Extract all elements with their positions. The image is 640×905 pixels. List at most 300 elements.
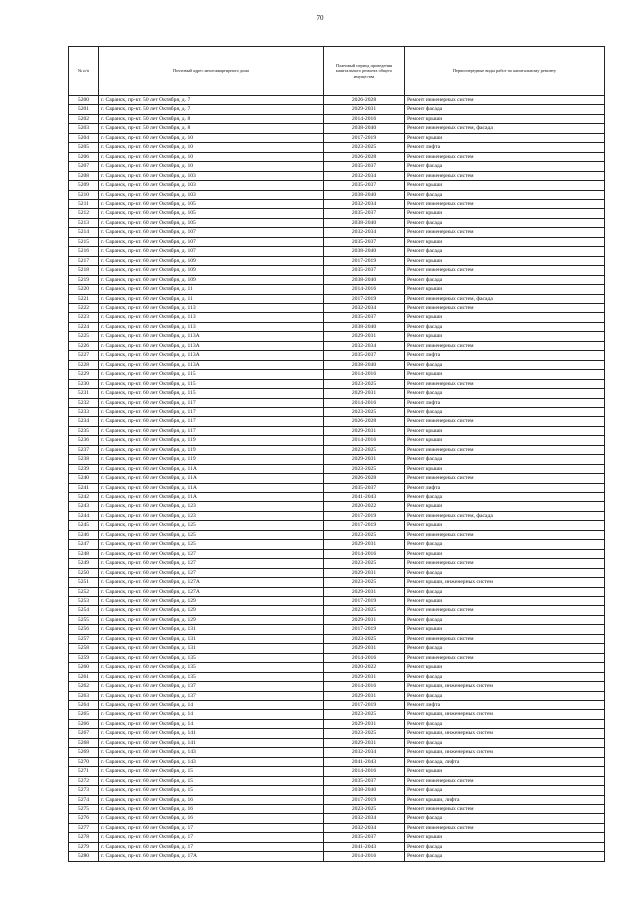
- row-address: г. Саранск, пр-кт. 60 лет Октября, д. 11А: [99, 474, 324, 483]
- table-row: [69, 247, 605, 256]
- table-row: [69, 275, 605, 284]
- row-period: 2017-2019: [324, 521, 405, 530]
- row-number: 5274: [69, 795, 99, 804]
- row-number: 5264: [69, 701, 99, 710]
- row-works: Ремонт фасада: [405, 540, 605, 549]
- row-works: Ремонт инженерных систем: [405, 171, 605, 180]
- table-row: [69, 701, 605, 710]
- row-number: 5226: [69, 341, 99, 350]
- row-number: 5204: [69, 133, 99, 142]
- row-number: 5276: [69, 814, 99, 823]
- row-works: Ремонт крыши, инженерных систем: [405, 682, 605, 691]
- row-period: 2032-2034: [324, 171, 405, 180]
- row-number: 5256: [69, 625, 99, 634]
- row-works: Ремонт фасада: [405, 786, 605, 795]
- row-period: 2023-2025: [324, 559, 405, 568]
- row-address: г. Саранск, пр-кт. 60 лет Октября, д. 14: [99, 710, 324, 719]
- table-row: [69, 644, 605, 653]
- row-number: 5230: [69, 379, 99, 388]
- table-header-row: [69, 47, 605, 96]
- row-period: 2029-2031: [324, 105, 405, 114]
- row-works: Ремонт крыши: [405, 285, 605, 294]
- table-row: [69, 795, 605, 804]
- row-period: 2017-2019: [324, 511, 405, 520]
- row-period: 2032-2034: [324, 228, 405, 237]
- row-period: 2023-2025: [324, 379, 405, 388]
- table-row: [69, 96, 605, 105]
- row-address: г. Саранск, пр-кт. 60 лет Октября, д. 143: [99, 757, 324, 766]
- row-works: Ремонт крыши: [405, 767, 605, 776]
- table-row: [69, 521, 605, 530]
- row-address: г. Саранск, пр-кт. 60 лет Октября, д. 137: [99, 691, 324, 700]
- row-number: 5224: [69, 322, 99, 331]
- row-address: г. Саранск, пр-кт. 60 лет Октября, д. 105: [99, 218, 324, 227]
- row-period: 2029-2031: [324, 540, 405, 549]
- row-works: Ремонт крыши: [405, 256, 605, 265]
- row-number: 5236: [69, 436, 99, 445]
- row-works: Ремонт лифта: [405, 483, 605, 492]
- row-address: г. Саранск, пр-кт. 60 лет Октября, д. 113: [99, 313, 324, 322]
- row-period: 2023-2025: [324, 143, 405, 152]
- row-address: г. Саранск, пр-кт. 60 лет Октября, д. 117: [99, 407, 324, 416]
- row-address: г. Саранск, пр-кт. 60 лет Октября, д. 11А: [99, 464, 324, 473]
- row-number: 5223: [69, 313, 99, 322]
- table-row: [69, 303, 605, 312]
- row-works: Ремонт крыши: [405, 502, 605, 511]
- row-period: 2035-2037: [324, 237, 405, 246]
- row-address: г. Саранск, пр-кт. 60 лет Октября, д. 14: [99, 719, 324, 728]
- row-works: Ремонт фасада: [405, 105, 605, 114]
- row-works: Ремонт крыши: [405, 209, 605, 218]
- table-row: [69, 483, 605, 492]
- row-number: 5203: [69, 124, 99, 133]
- row-number: 5201: [69, 105, 99, 114]
- table-row: [69, 171, 605, 180]
- row-number: 5249: [69, 559, 99, 568]
- row-number: 5244: [69, 511, 99, 520]
- row-period: 2038-2040: [324, 247, 405, 256]
- row-period: 2023-2025: [324, 530, 405, 539]
- row-address: г. Саранск, пр-кт. 50 лет Октября, д. 7: [99, 96, 324, 105]
- row-address: г. Саранск, пр-кт. 60 лет Октября, д. 17: [99, 842, 324, 851]
- table-row: [69, 691, 605, 700]
- row-works: Ремонт инженерных систем: [405, 776, 605, 785]
- row-number: 5270: [69, 757, 99, 766]
- row-works: Ремонт крыши: [405, 549, 605, 558]
- row-address: г. Саранск, пр-кт. 60 лет Октября, д. 109: [99, 256, 324, 265]
- row-period: 2023-2025: [324, 729, 405, 738]
- row-number: 5246: [69, 530, 99, 539]
- row-works: Ремонт инженерных систем: [405, 804, 605, 813]
- row-address: г. Саранск, пр-кт. 60 лет Октября, д. 17: [99, 833, 324, 842]
- table-row: [69, 833, 605, 842]
- row-period: 2026-2028: [324, 96, 405, 105]
- row-works: Ремонт фасада: [405, 247, 605, 256]
- table-row: [69, 379, 605, 388]
- row-number: 5205: [69, 143, 99, 152]
- row-works: Ремонт крыши: [405, 833, 605, 842]
- row-works: Ремонт инженерных систем, фасада: [405, 294, 605, 303]
- row-address: г. Саранск, пр-кт. 60 лет Октября, д. 115: [99, 370, 324, 379]
- row-number: 5275: [69, 804, 99, 813]
- row-address: г. Саранск, пр-кт. 50 лет Октября, д. 8: [99, 124, 324, 133]
- row-period: 2035-2037: [324, 266, 405, 275]
- row-works: Ремонт фасада: [405, 360, 605, 369]
- row-number: 5240: [69, 474, 99, 483]
- table-row: [69, 786, 605, 795]
- row-address: г. Саранск, пр-кт. 60 лет Октября, д. 10: [99, 162, 324, 171]
- row-period: 2035-2037: [324, 209, 405, 218]
- row-works: Ремонт инженерных систем: [405, 379, 605, 388]
- table-row: [69, 124, 605, 133]
- row-number: 5229: [69, 370, 99, 379]
- row-number: 5254: [69, 606, 99, 615]
- row-period: 2023-2025: [324, 634, 405, 643]
- row-number: 5233: [69, 407, 99, 416]
- row-address: г. Саранск, пр-кт. 60 лет Октября, д. 15: [99, 776, 324, 785]
- row-works: Ремонт инженерных систем: [405, 606, 605, 615]
- row-works: Ремонт фасада: [405, 719, 605, 728]
- row-period: 2038-2040: [324, 190, 405, 199]
- row-address: г. Саранск, пр-кт. 60 лет Октября, д. 123: [99, 502, 324, 511]
- row-address: г. Саранск, пр-кт. 60 лет Октября, д. 113: [99, 322, 324, 331]
- row-address: г. Саранск, пр-кт. 60 лет Октября, д. 17: [99, 823, 324, 832]
- row-works: Ремонт крыши: [405, 521, 605, 530]
- row-period: 2029-2031: [324, 644, 405, 653]
- row-works: Ремонт крыши: [405, 597, 605, 606]
- table-row: [69, 757, 605, 766]
- row-address: г. Саранск, пр-кт. 60 лет Октября, д. 16: [99, 814, 324, 823]
- row-works: Ремонт инженерных систем: [405, 341, 605, 350]
- table-row: [69, 464, 605, 473]
- row-address: г. Саранск, пр-кт. 60 лет Октября, д. 16: [99, 795, 324, 804]
- row-works: Ремонт фасада: [405, 322, 605, 331]
- table-row: [69, 663, 605, 672]
- table-row: [69, 351, 605, 360]
- row-period: 2023-2025: [324, 804, 405, 813]
- row-number: 5268: [69, 738, 99, 747]
- row-address: г. Саранск, пр-кт. 60 лет Октября, д. 135: [99, 663, 324, 672]
- row-address: г. Саранск, пр-кт. 60 лет Октября, д. 135: [99, 672, 324, 681]
- row-works: Ремонт крыши, лифта: [405, 795, 605, 804]
- row-works: Ремонт фасада: [405, 672, 605, 681]
- row-number: 5259: [69, 653, 99, 662]
- row-number: 5212: [69, 209, 99, 218]
- row-number: 5279: [69, 842, 99, 851]
- table-row: [69, 237, 605, 246]
- table-row: [69, 190, 605, 199]
- row-period: 2017-2019: [324, 256, 405, 265]
- row-works: Ремонт крыши: [405, 181, 605, 190]
- table-row: [69, 568, 605, 577]
- table-row: [69, 105, 605, 114]
- table-row: [69, 615, 605, 624]
- row-address: г. Саранск, пр-кт. 60 лет Октября, д. 107: [99, 247, 324, 256]
- row-works: Ремонт фасада: [405, 852, 605, 861]
- row-address: г. Саранск, пр-кт. 60 лет Октября, д. 129: [99, 606, 324, 615]
- row-number: 5232: [69, 398, 99, 407]
- row-period: 2035-2037: [324, 162, 405, 171]
- row-period: 2029-2031: [324, 455, 405, 464]
- row-period: 2035-2037: [324, 313, 405, 322]
- row-period: 2032-2034: [324, 748, 405, 757]
- row-works: Ремонт инженерных систем, фасада: [405, 511, 605, 520]
- table-row: [69, 398, 605, 407]
- row-address: г. Саранск, пр-кт. 60 лет Октября, д. 105: [99, 209, 324, 218]
- row-number: 5238: [69, 455, 99, 464]
- row-period: 2035-2037: [324, 181, 405, 190]
- table-row: [69, 682, 605, 691]
- row-period: 2017-2019: [324, 795, 405, 804]
- row-address: г. Саранск, пр-кт. 60 лет Октября, д. 113А: [99, 332, 324, 341]
- header-address: Почтовый адрес многоквартирного дома: [99, 47, 324, 96]
- row-works: Ремонт фасада: [405, 644, 605, 653]
- row-address: г. Саранск, пр-кт. 60 лет Октября, д. 141: [99, 729, 324, 738]
- row-works: Ремонт крыши: [405, 370, 605, 379]
- row-period: 2014-2016: [324, 436, 405, 445]
- row-number: 5237: [69, 445, 99, 454]
- row-works: Ремонт инженерных систем: [405, 96, 605, 105]
- row-number: 5215: [69, 237, 99, 246]
- row-works: Ремонт крыши: [405, 436, 605, 445]
- row-period: 2038-2040: [324, 275, 405, 284]
- row-address: г. Саранск, пр-кт. 60 лет Октября, д. 117: [99, 426, 324, 435]
- row-works: Ремонт фасада: [405, 407, 605, 416]
- table-row: [69, 360, 605, 369]
- row-address: г. Саранск, пр-кт. 60 лет Октября, д. 11А: [99, 493, 324, 502]
- row-works: Ремонт инженерных систем: [405, 199, 605, 208]
- row-period: 2029-2031: [324, 691, 405, 700]
- table-row: [69, 852, 605, 861]
- row-number: 5235: [69, 426, 99, 435]
- table-row: [69, 370, 605, 379]
- table-row: [69, 332, 605, 341]
- row-address: г. Саранск, пр-кт. 50 лет Октября, д. 7: [99, 105, 324, 114]
- row-number: 5213: [69, 218, 99, 227]
- table-row: [69, 729, 605, 738]
- row-address: г. Саранск, пр-кт. 60 лет Октября, д. 109: [99, 275, 324, 284]
- row-works: Ремонт крыши: [405, 625, 605, 634]
- table-body: [69, 96, 605, 862]
- table-row: [69, 767, 605, 776]
- row-period: 2029-2031: [324, 672, 405, 681]
- row-number: 5241: [69, 483, 99, 492]
- row-address: г. Саранск, пр-кт. 60 лет Октября, д. 119: [99, 445, 324, 454]
- row-period: 2017-2019: [324, 294, 405, 303]
- row-period: 2020-2022: [324, 502, 405, 511]
- row-works: Ремонт крыши, инженерных систем: [405, 729, 605, 738]
- row-address: г. Саранск, пр-кт. 60 лет Октября, д. 143: [99, 748, 324, 757]
- row-number: 5280: [69, 852, 99, 861]
- table-row: [69, 228, 605, 237]
- row-address: г. Саранск, пр-кт. 60 лет Октября, д. 137: [99, 682, 324, 691]
- row-number: 5260: [69, 663, 99, 672]
- row-address: г. Саранск, пр-кт. 60 лет Октября, д. 105: [99, 199, 324, 208]
- row-works: Ремонт крыши: [405, 332, 605, 341]
- row-address: г. Саранск, пр-кт. 60 лет Октября, д. 113А: [99, 341, 324, 350]
- row-period: 2014-2016: [324, 767, 405, 776]
- table-row: [69, 823, 605, 832]
- table-row: [69, 606, 605, 615]
- row-works: Ремонт лифта: [405, 701, 605, 710]
- row-address: г. Саранск, пр-кт. 60 лет Октября, д. 135: [99, 653, 324, 662]
- table-row: [69, 474, 605, 483]
- row-number: 5216: [69, 247, 99, 256]
- row-address: г. Саранск, пр-кт. 60 лет Октября, д. 103: [99, 190, 324, 199]
- row-period: 2032-2034: [324, 303, 405, 312]
- table-row: [69, 445, 605, 454]
- row-address: г. Саранск, пр-кт. 60 лет Октября, д. 11А: [99, 483, 324, 492]
- row-number: 5262: [69, 682, 99, 691]
- row-period: 2023-2025: [324, 578, 405, 587]
- row-period: 2014-2016: [324, 549, 405, 558]
- row-number: 5253: [69, 597, 99, 606]
- row-period: 2038-2040: [324, 360, 405, 369]
- table-row: [69, 719, 605, 728]
- row-works: Ремонт фасада: [405, 190, 605, 199]
- row-number: 5207: [69, 162, 99, 171]
- row-address: г. Саранск, пр-кт. 60 лет Октября, д. 129: [99, 597, 324, 606]
- row-address: г. Саранск, пр-кт. 60 лет Октября, д. 131: [99, 634, 324, 643]
- row-period: 2029-2031: [324, 615, 405, 624]
- row-number: 5222: [69, 303, 99, 312]
- row-number: 5252: [69, 587, 99, 596]
- row-number: 5211: [69, 199, 99, 208]
- row-number: 5206: [69, 152, 99, 161]
- table-row: [69, 181, 605, 190]
- row-number: 5269: [69, 748, 99, 757]
- row-number: 5267: [69, 729, 99, 738]
- table-row: [69, 436, 605, 445]
- row-period: 2029-2031: [324, 568, 405, 577]
- header-num: № п/п: [69, 47, 99, 96]
- table-row: [69, 738, 605, 747]
- row-works: Ремонт фасада: [405, 275, 605, 284]
- row-period: 2023-2025: [324, 407, 405, 416]
- row-period: 2023-2025: [324, 445, 405, 454]
- row-number: 5239: [69, 464, 99, 473]
- row-address: г. Саранск, пр-кт. 60 лет Октября, д. 115: [99, 389, 324, 398]
- table-row: [69, 162, 605, 171]
- row-address: г. Саранск, пр-кт. 60 лет Октября, д. 16: [99, 804, 324, 813]
- row-address: г. Саранск, пр-кт. 60 лет Октября, д. 127А: [99, 587, 324, 596]
- table-row: [69, 407, 605, 416]
- row-address: г. Саранск, пр-кт. 60 лет Октября, д. 127: [99, 568, 324, 577]
- row-works: Ремонт крыши: [405, 237, 605, 246]
- row-address: г. Саранск, пр-кт. 60 лет Октября, д. 123: [99, 511, 324, 520]
- row-address: г. Саранск, пр-кт. 60 лет Октября, д. 10: [99, 152, 324, 161]
- row-number: 5258: [69, 644, 99, 653]
- table-row: [69, 417, 605, 426]
- row-period: 2014-2016: [324, 653, 405, 662]
- row-address: г. Саранск, пр-кт. 60 лет Октября, д. 11: [99, 294, 324, 303]
- row-period: 2026-2028: [324, 417, 405, 426]
- row-period: 2014-2016: [324, 852, 405, 861]
- table-row: [69, 511, 605, 520]
- table-row: [69, 426, 605, 435]
- row-number: 5200: [69, 96, 99, 105]
- row-number: 5214: [69, 228, 99, 237]
- row-number: 5272: [69, 776, 99, 785]
- table-row: [69, 578, 605, 587]
- table-row: [69, 842, 605, 851]
- row-works: Ремонт фасада: [405, 738, 605, 747]
- table-row: [69, 653, 605, 662]
- row-period: 2014-2016: [324, 114, 405, 123]
- row-address: г. Саранск, пр-кт. 60 лет Октября, д. 125: [99, 540, 324, 549]
- row-works: Ремонт фасада: [405, 842, 605, 851]
- row-period: 2032-2034: [324, 814, 405, 823]
- row-address: г. Саранск, пр-кт. 60 лет Октября, д. 119: [99, 455, 324, 464]
- row-period: 2038-2040: [324, 124, 405, 133]
- table-row: [69, 455, 605, 464]
- row-period: 2035-2037: [324, 776, 405, 785]
- row-address: г. Саранск, пр-кт. 60 лет Октября, д. 127А: [99, 578, 324, 587]
- row-address: г. Саранск, пр-кт. 60 лет Октября, д. 113А: [99, 360, 324, 369]
- row-period: 2014-2016: [324, 398, 405, 407]
- table-row: [69, 114, 605, 123]
- row-period: 2041-2043: [324, 757, 405, 766]
- table-row: [69, 804, 605, 813]
- row-address: г. Саранск, пр-кт. 60 лет Октября, д. 103: [99, 181, 324, 190]
- row-period: 2038-2040: [324, 218, 405, 227]
- row-number: 5248: [69, 549, 99, 558]
- table-row: [69, 152, 605, 161]
- row-number: 5225: [69, 332, 99, 341]
- row-address: г. Саранск, пр-кт. 60 лет Октября, д. 115: [99, 379, 324, 388]
- row-number: 5273: [69, 786, 99, 795]
- row-number: 5245: [69, 521, 99, 530]
- row-number: 5247: [69, 540, 99, 549]
- row-period: 2017-2019: [324, 597, 405, 606]
- row-address: г. Саранск, пр-кт. 60 лет Октября, д. 113А: [99, 351, 324, 360]
- row-period: 2023-2025: [324, 464, 405, 473]
- row-period: 2020-2022: [324, 663, 405, 672]
- table-row: [69, 597, 605, 606]
- page-number: 70: [316, 14, 324, 22]
- table-row: [69, 313, 605, 322]
- row-number: 5257: [69, 634, 99, 643]
- row-number: 5265: [69, 710, 99, 719]
- row-number: 5208: [69, 171, 99, 180]
- row-works: Ремонт крыши, инженерных систем: [405, 748, 605, 757]
- row-number: 5243: [69, 502, 99, 511]
- row-works: Ремонт инженерных систем: [405, 417, 605, 426]
- row-address: г. Саранск, пр-кт. 60 лет Октября, д. 10: [99, 133, 324, 142]
- row-works: Ремонт инженерных систем: [405, 559, 605, 568]
- row-address: г. Саранск, пр-кт. 60 лет Октября, д. 131: [99, 644, 324, 653]
- row-period: 2014-2016: [324, 285, 405, 294]
- table-row: [69, 540, 605, 549]
- row-works: Ремонт инженерных систем: [405, 634, 605, 643]
- row-works: Ремонт инженерных систем: [405, 530, 605, 539]
- table-row: [69, 133, 605, 142]
- row-works: Ремонт крыши: [405, 313, 605, 322]
- row-works: Ремонт инженерных систем: [405, 152, 605, 161]
- row-address: г. Саранск, пр-кт. 60 лет Октября, д. 113: [99, 303, 324, 312]
- table-row: [69, 294, 605, 303]
- row-number: 5202: [69, 114, 99, 123]
- row-works: Ремонт фасада: [405, 615, 605, 624]
- row-period: 2026-2028: [324, 474, 405, 483]
- table-row: [69, 530, 605, 539]
- row-address: г. Саранск, пр-кт. 60 лет Октября, д. 109: [99, 266, 324, 275]
- row-number: 5271: [69, 767, 99, 776]
- row-period: 2032-2034: [324, 199, 405, 208]
- row-number: 5228: [69, 360, 99, 369]
- row-address: г. Саранск, пр-кт. 60 лет Октября, д. 125: [99, 530, 324, 539]
- row-period: 2041-2043: [324, 493, 405, 502]
